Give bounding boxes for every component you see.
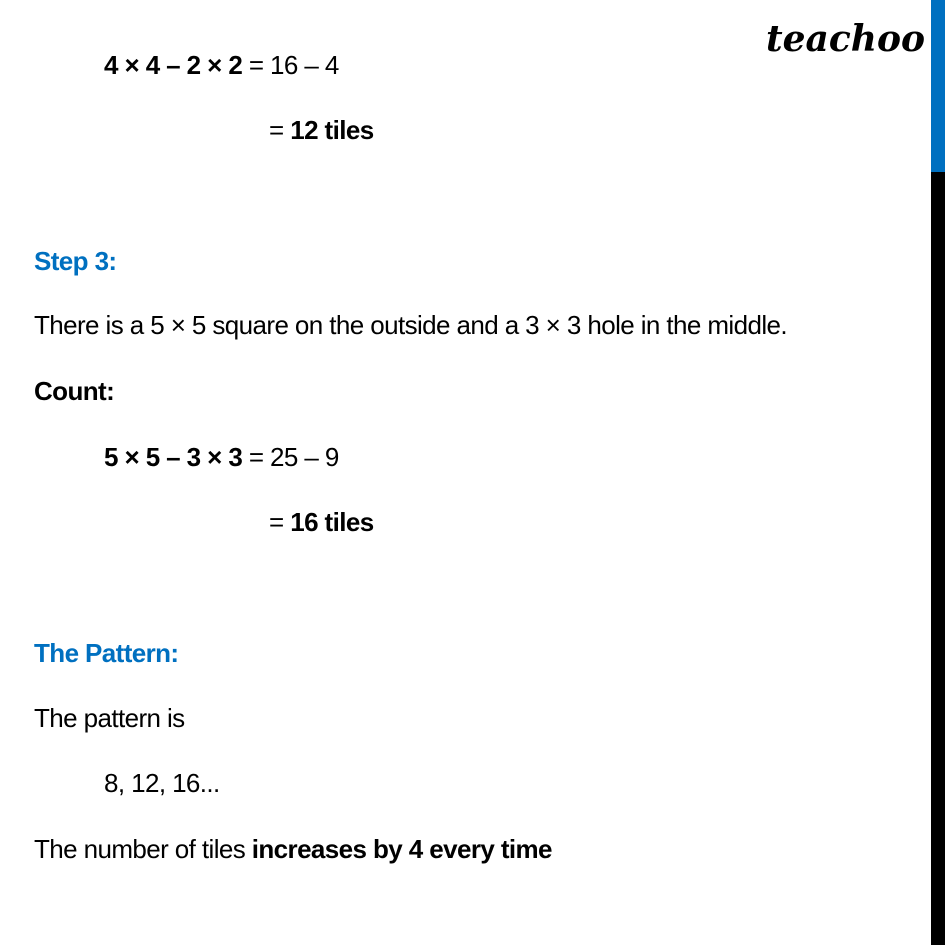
pattern-sequence: 8, 12, 16... [104,768,220,798]
step3-calc-line [104,442,339,472]
conclusion-text: The number of tiles [34,834,252,864]
pattern-conclusion [34,834,552,864]
teachoo-logo: teachoo [766,18,925,60]
sidebar-accent-bar [931,0,945,172]
step2-equation: = 16 – 4 [242,50,339,80]
pattern-intro: The pattern is [34,703,185,733]
step3-expression: 5 × 5 – 3 × 3 [104,442,243,472]
pattern-heading: The Pattern: [34,638,179,668]
step3-description: There is a 5 × 5 square on the outside and a 3 × 3 hole in the middle. [34,310,787,340]
step3-result-line [269,507,374,537]
step2-calc-line [104,50,339,80]
step3-result: 16 tiles [290,507,374,537]
step2-expression: 4 × 4 – 2 × 2 [104,50,243,80]
step2-result: 12 tiles [290,115,374,145]
count-label: Count: [34,376,115,406]
step2-result-line [269,115,374,145]
conclusion-emphasis: increases by 4 every time [251,834,552,864]
equals-sign: = [269,507,291,537]
step3-heading: Step 3: [34,246,117,276]
step3-equation: = 25 – 9 [242,442,339,472]
equals-sign: = [269,115,291,145]
sidebar-dark-bar [931,172,945,945]
